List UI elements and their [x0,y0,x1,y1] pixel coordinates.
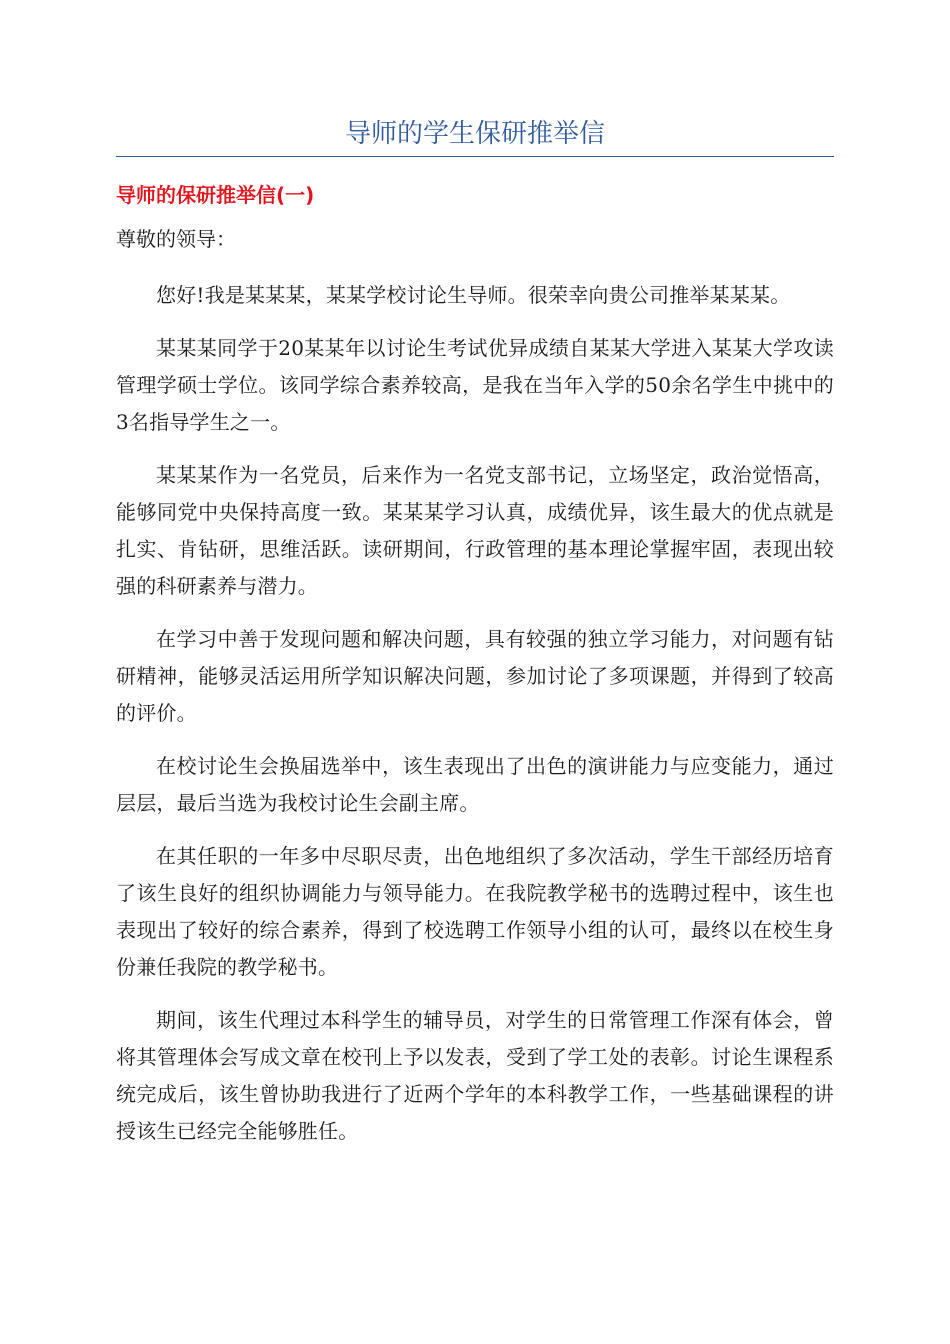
salutation: 尊敬的领导： [116,227,236,251]
paragraph-election: 在校讨论生会换届选举中，该生表现出了出色的演讲能力与应变能力，通过层层，最后当选为我校讨论生会副主席。 [116,754,834,815]
title-divider [116,156,834,157]
document-page [116,0,834,1150]
section-heading: 导师的保研推举信(一) [116,183,315,207]
paragraph-study-ability: 在学习中善于发现问题和解决问题，具有较强的独立学习能力，对问题有钻研精神，能够灵活运用所学知识解决问题，参加讨论了多项课题，并得到了较高的评价。 [116,627,834,725]
paragraph-counselor: 期间，该生代理过本科学生的辅导员，对学生的日常管理工作深有体会，曾将其管理体会写成文章在校刊上予以发表，受到了学工处的表彰。讨论生课程系统完成后，该生曾协助我进行了近两个学年的本科教学工作，一些基础课程的讲授该生已经完全能够胜任。 [116,1008,834,1143]
paragraph-admission: 某某某同学于20某某年以讨论生考试优异成绩自某某大学进入某某大学攻读管理学硕士学位。该同学综合素养较高，是我在当年入学的50余名学生中挑中的3名指导学生之一。 [116,336,834,434]
paragraph-party-member: 某某某作为一名党员，后来作为一名党支部书记，立场坚定，政治觉悟高，能够同党中央保持高度一致。某某某学习认真，成绩优异，该生最大的优点就是扎实、肯钻研，思维活跃。读研期间，行政管理的基本理论掌握牢固，表现出较强的科研素养与潜力。 [116,463,834,598]
paragraph-leadership: 在其任职的一年多中尽职尽责，出色地组织了多次活动，学生干部经历培育了该生良好的组织协调能力与领导能力。在我院教学秘书的选聘过程中，该生也表现出了较好的综合素养，得到了校选聘工作领导小组的认可，最终以在校生身份兼任我院的教学秘书。 [116,844,834,979]
page-title: 导师的学生保研推举信 [344,119,605,149]
paragraph-greeting: 您好!我是某某某，某某学校讨论生导师。很荣幸向贵公司推举某某某。 [156,283,791,307]
